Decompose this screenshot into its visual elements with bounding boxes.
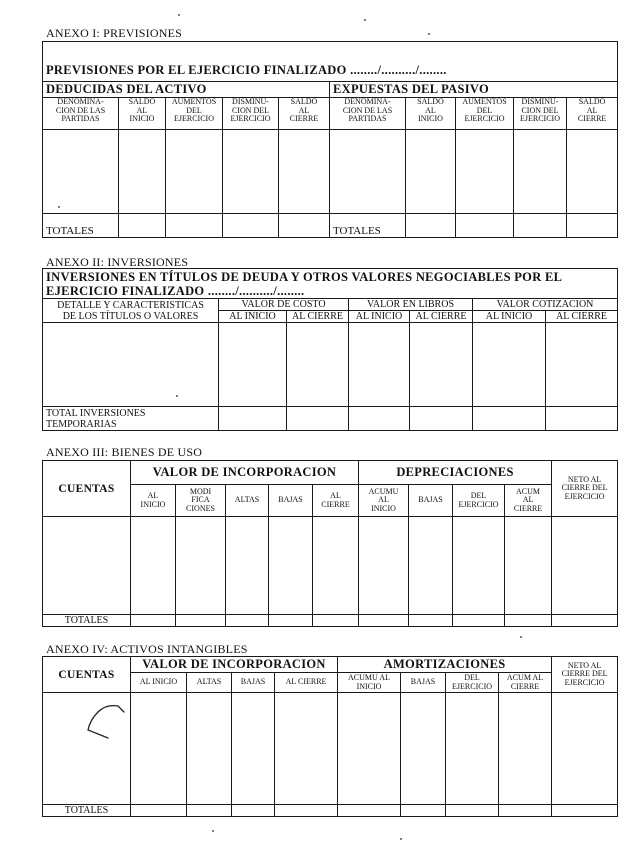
amo-bajas-header: BAJAS <box>401 673 446 693</box>
anexo-2-heading-line-2: EJERCICIO FINALIZADO ......../........../........ <box>46 283 305 298</box>
anexo-2-title: ANEXO II: INVERSIONES <box>46 255 189 269</box>
input-cell[interactable] <box>499 805 552 817</box>
input-cell[interactable] <box>43 517 131 615</box>
input-cell[interactable] <box>456 214 514 238</box>
anexo-2-totals-row <box>43 407 618 431</box>
input-cell[interactable] <box>226 615 269 627</box>
amo-acum-inicio-header: ACUMU AL INICIO <box>338 673 401 693</box>
inc-altas-header: ALTAS <box>187 673 232 693</box>
inc-al-cierre-header: AL CIERRE <box>275 673 338 693</box>
input-cell[interactable] <box>552 517 618 615</box>
anexo-2-body-row <box>43 323 618 407</box>
input-cell[interactable] <box>226 517 269 615</box>
valor-cotizacion-header: VALOR COTIZACION <box>473 299 618 311</box>
input-cell[interactable] <box>514 214 567 238</box>
col-denominacion-right: DENOMINA- CION DE LAS PARTIDAS <box>330 98 406 130</box>
anexo-2-heading <box>43 269 618 299</box>
anexo-4-table <box>42 656 618 817</box>
input-cell[interactable] <box>43 130 119 214</box>
anexo-3-table <box>42 460 618 627</box>
input-cell[interactable] <box>446 805 499 817</box>
costo-al-inicio-header: AL INICIO <box>219 311 287 323</box>
col-disminucion-right: DISMINU- CION DEL EJERCICIO <box>514 98 567 130</box>
input-cell[interactable] <box>567 130 618 214</box>
anexo-1-body-row <box>43 130 618 214</box>
input-cell[interactable] <box>232 805 275 817</box>
totales-left-label: TOTALES <box>43 214 119 238</box>
input-cell[interactable] <box>552 805 618 817</box>
scan-speck <box>520 636 522 638</box>
input-cell[interactable] <box>223 130 279 214</box>
input-cell[interactable] <box>359 517 409 615</box>
input-cell[interactable] <box>287 407 349 431</box>
input-cell[interactable] <box>166 130 223 214</box>
input-cell[interactable] <box>131 517 176 615</box>
inc-bajas-header: BAJAS <box>269 485 313 517</box>
libros-al-inicio-header: AL INICIO <box>349 311 410 323</box>
amortizaciones-header: AMORTIZACIONES <box>338 657 552 673</box>
input-cell[interactable] <box>269 517 313 615</box>
costo-al-cierre-header: AL CIERRE <box>287 311 349 323</box>
col-aumentos-left: AUMENTOS DEL EJERCICIO <box>166 98 223 130</box>
input-cell[interactable] <box>406 130 456 214</box>
col-saldo-cierre-right: SALDO AL CIERRE <box>567 98 618 130</box>
input-cell[interactable] <box>456 130 514 214</box>
input-cell[interactable] <box>176 517 226 615</box>
col-saldo-inicio-left: SALDO AL INICIO <box>119 98 166 130</box>
amo-del-ejercicio-header: DEL EJERCICIO <box>446 673 499 693</box>
anexo-4-title: ANEXO IV: ACTIVOS INTANGIBLES <box>46 642 248 656</box>
anexo-4-body-row <box>43 693 618 805</box>
input-cell[interactable] <box>453 615 505 627</box>
scan-speck <box>212 830 214 832</box>
input-cell[interactable] <box>330 130 406 214</box>
input-cell[interactable] <box>505 517 552 615</box>
input-cell[interactable] <box>232 693 275 805</box>
input-cell[interactable] <box>187 805 232 817</box>
cotizacion-al-inicio-header: AL INICIO <box>473 311 546 323</box>
anexo-3-totals-row <box>43 615 618 627</box>
inc-altas-header: ALTAS <box>226 485 269 517</box>
col-denominacion-left: DENOMINA- CION DE LAS PARTIDAS <box>43 98 119 130</box>
scan-speck <box>428 33 430 35</box>
input-cell[interactable] <box>223 214 279 238</box>
input-cell[interactable] <box>43 323 219 407</box>
input-cell[interactable] <box>499 693 552 805</box>
input-cell[interactable] <box>279 214 330 238</box>
input-cell[interactable] <box>401 693 446 805</box>
input-cell[interactable] <box>453 517 505 615</box>
inc-al-inicio-header: AL INICIO <box>131 485 176 517</box>
inc-bajas-header: BAJAS <box>232 673 275 693</box>
input-cell[interactable] <box>401 805 446 817</box>
cotizacion-al-cierre-header: AL CIERRE <box>546 311 618 323</box>
input-cell[interactable] <box>131 693 187 805</box>
dep-acum-cierre-header: ACUM AL CIERRE <box>505 485 552 517</box>
input-cell[interactable] <box>219 407 287 431</box>
input-cell[interactable] <box>131 615 176 627</box>
input-cell[interactable] <box>567 214 618 238</box>
scan-speck <box>400 838 402 840</box>
input-cell[interactable] <box>546 407 618 431</box>
input-cell[interactable] <box>349 323 410 407</box>
input-cell[interactable] <box>275 693 338 805</box>
col-aumentos-right: AUMENTOS DEL EJERCICIO <box>456 98 514 130</box>
input-cell[interactable] <box>473 407 546 431</box>
depreciaciones-header: DEPRECIACIONES <box>359 461 552 485</box>
anexo-1-totals-row <box>43 214 618 238</box>
anexo-2-table <box>42 268 618 431</box>
dep-del-ejercicio-header: DEL EJERCICIO <box>453 485 505 517</box>
anexo-4-totals-row <box>43 805 618 817</box>
input-cell[interactable] <box>410 407 473 431</box>
input-cell[interactable] <box>406 214 456 238</box>
anexo-1-heading: PREVISIONES POR EL EJERCICIO FINALIZADO ......../........../........ <box>43 42 618 82</box>
valor-incorporacion-header: VALOR DE INCORPORACION <box>131 461 359 485</box>
expuestas-del-pasivo-label: EXPUESTAS DEL PASIVO <box>330 82 618 98</box>
anexo-2-heading-line-1: INVERSIONES EN TÍTULOS DE DEUDA Y OTROS VALORES NEGOCIABLES POR EL <box>46 269 563 284</box>
input-cell[interactable] <box>166 214 223 238</box>
handwritten-mark-icon <box>84 700 128 740</box>
dep-bajas-header: BAJAS <box>409 485 453 517</box>
col-saldo-cierre-left: SALDO AL CIERRE <box>279 98 330 130</box>
input-cell[interactable] <box>131 805 187 817</box>
input-cell[interactable] <box>552 615 618 627</box>
input-cell[interactable] <box>338 693 401 805</box>
total-inversiones-label: TOTAL INVERSIONES TEMPORARIAS <box>43 407 219 431</box>
inc-al-cierre-header: AL CIERRE <box>313 485 359 517</box>
amo-acum-cierre-header: ACUM AL CIERRE <box>499 673 552 693</box>
anexo-1-table <box>42 41 618 238</box>
col-disminucion-left: DISMINU- CION DEL EJERCICIO <box>223 98 279 130</box>
input-cell[interactable] <box>514 130 567 214</box>
col-saldo-inicio-right: SALDO AL INICIO <box>406 98 456 130</box>
inc-modificaciones-header: MODI FICA CIONES <box>176 485 226 517</box>
inc-al-inicio-header: AL INICIO <box>131 673 187 693</box>
input-cell[interactable] <box>119 130 166 214</box>
libros-al-cierre-header: AL CIERRE <box>410 311 473 323</box>
input-cell[interactable] <box>410 323 473 407</box>
anexo-3-body-row <box>43 517 618 615</box>
totales-label: TOTALES <box>43 615 131 627</box>
input-cell[interactable] <box>409 615 453 627</box>
scan-speck <box>176 395 178 397</box>
neto-cierre-header: NETO AL CIERRE DEL EJERCICIO <box>552 657 618 693</box>
detalle-titulos-header: DETALLE Y CARACTERISTICAS DE LOS TÍTULOS O VALORES <box>43 299 219 323</box>
input-cell[interactable] <box>409 517 453 615</box>
totales-right-label: TOTALES <box>330 214 406 238</box>
valor-incorporacion-header: VALOR DE INCORPORACION <box>131 657 338 673</box>
scan-speck <box>364 19 366 21</box>
cuentas-header: CUENTAS <box>43 461 131 517</box>
input-cell[interactable] <box>219 323 287 407</box>
input-cell[interactable] <box>287 323 349 407</box>
input-cell[interactable] <box>279 130 330 214</box>
dep-acum-inicio-header: ACUMU AL INICIO <box>359 485 409 517</box>
cuentas-header: CUENTAS <box>43 657 131 693</box>
input-cell[interactable] <box>552 693 618 805</box>
deducidas-del-activo-label: DEDUCIDAS DEL ACTIVO <box>43 82 330 98</box>
anexo-1-title: ANEXO I: PREVISIONES <box>46 26 182 40</box>
input-cell[interactable] <box>446 693 499 805</box>
input-cell[interactable] <box>275 805 338 817</box>
input-cell[interactable] <box>269 615 313 627</box>
input-cell[interactable] <box>119 214 166 238</box>
scan-speck <box>58 206 60 208</box>
valor-costo-header: VALOR DE COSTO <box>219 299 349 311</box>
scan-speck <box>178 14 180 16</box>
input-cell[interactable] <box>338 805 401 817</box>
input-cell[interactable] <box>349 407 410 431</box>
input-cell[interactable] <box>473 323 546 407</box>
input-cell[interactable] <box>546 323 618 407</box>
input-cell[interactable] <box>176 615 226 627</box>
totales-label: TOTALES <box>43 805 131 817</box>
valor-libros-header: VALOR EN LIBROS <box>349 299 473 311</box>
input-cell[interactable] <box>313 615 359 627</box>
input-cell[interactable] <box>187 693 232 805</box>
input-cell[interactable] <box>313 517 359 615</box>
anexo-3-title: ANEXO III: BIENES DE USO <box>46 445 203 459</box>
neto-cierre-header: NETO AL CIERRE DEL EJERCICIO <box>552 461 618 517</box>
input-cell[interactable] <box>505 615 552 627</box>
input-cell[interactable] <box>359 615 409 627</box>
